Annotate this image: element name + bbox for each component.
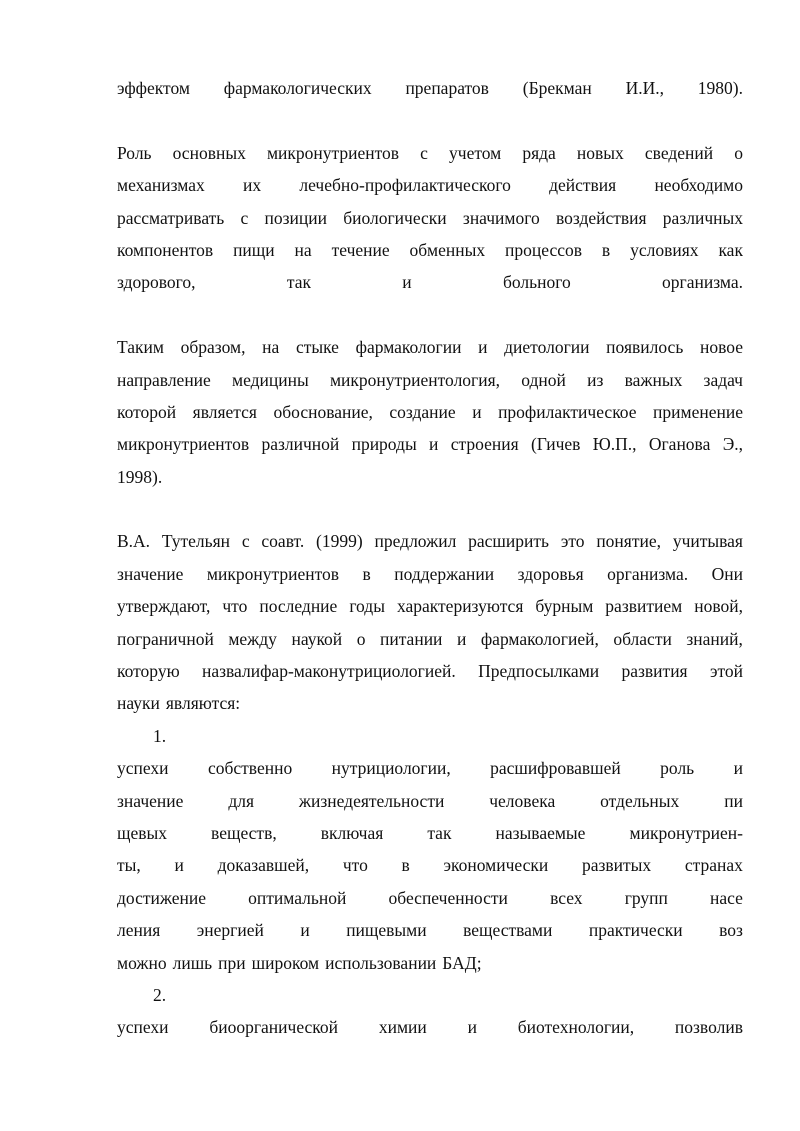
word: развитием (605, 596, 683, 617)
word: профилактическое (498, 401, 637, 422)
word: человека (489, 790, 556, 811)
word: можно (117, 952, 167, 973)
word: природы (351, 434, 417, 455)
word: которой (117, 401, 177, 422)
text-line (117, 687, 743, 719)
text-line (117, 752, 743, 784)
word: важных (624, 369, 683, 390)
word: микронутриентов (206, 563, 340, 584)
word: больного (502, 272, 571, 293)
text-line (117, 169, 743, 201)
word: питании (379, 628, 443, 649)
word: значение (117, 563, 184, 584)
word: наукой (291, 628, 343, 649)
list-number: 1. (153, 725, 167, 746)
word: области (613, 628, 672, 649)
word: годы (349, 596, 385, 617)
word: широком (251, 952, 320, 973)
word: и (174, 855, 184, 876)
word: на (262, 337, 280, 358)
word: строения (450, 434, 519, 455)
word: являются: (165, 693, 241, 714)
word: о (356, 628, 366, 649)
word: которую (117, 661, 180, 682)
word: воз (719, 920, 743, 941)
word: на (294, 239, 312, 260)
word: Роль (117, 142, 152, 163)
paragraph-gap (117, 104, 743, 136)
word: новой, (694, 596, 743, 617)
word: что (342, 855, 368, 876)
word: Ю.П., (592, 434, 637, 455)
word: организма. (662, 272, 743, 293)
word: стыке (295, 337, 339, 358)
word: бурным (535, 596, 594, 617)
word: учетом (449, 142, 502, 163)
word: лечебно-профилактического (299, 175, 511, 196)
word: микронутриентов (266, 142, 400, 163)
word: в (401, 855, 410, 876)
word: всех (550, 887, 583, 908)
word: эффектом (117, 78, 190, 98)
text-line (117, 655, 743, 687)
word: как (718, 239, 743, 260)
word: основных (172, 142, 246, 163)
word: биологически (343, 207, 447, 228)
word: успехи (117, 1017, 169, 1038)
word: из (587, 369, 604, 390)
word: создание (389, 401, 456, 422)
word: расширить (468, 531, 549, 552)
text-line (117, 590, 743, 622)
word: воздействия (555, 207, 647, 228)
word: знаний, (686, 628, 743, 649)
word: БАД; (442, 952, 482, 973)
word: пи (724, 790, 743, 811)
word: Они (711, 563, 743, 584)
word: включая (320, 822, 384, 843)
word: оптимальной (248, 887, 347, 908)
word: новых (576, 142, 624, 163)
word: компонентов (117, 239, 214, 260)
word: значимого (462, 207, 540, 228)
word: фармакологии (355, 337, 462, 358)
paragraph-gap (117, 493, 743, 525)
document-page (117, 72, 743, 1044)
word: этой (709, 661, 743, 682)
text-line (117, 1011, 743, 1043)
word: роль (660, 758, 695, 779)
word: учитывая (672, 531, 743, 552)
word: применение (653, 401, 743, 422)
word: образом, (180, 337, 246, 358)
word: здорового, (117, 272, 196, 293)
word: о (734, 142, 743, 163)
word: энергией (196, 920, 264, 941)
word: течение (331, 239, 390, 260)
word: задач (703, 369, 743, 390)
word: пищевыми (346, 920, 427, 941)
word: жизнедеятельности (298, 790, 445, 811)
text-line (117, 525, 743, 557)
text-line (117, 623, 743, 655)
text-line (117, 266, 743, 298)
word: позволив (674, 1017, 743, 1038)
word: успехи (117, 758, 169, 779)
text-line (117, 428, 743, 460)
word: так (286, 272, 311, 293)
word: веществами (463, 920, 553, 941)
word: что (222, 596, 248, 617)
word: Таким (117, 337, 164, 358)
word: Э., (722, 434, 743, 455)
word: условиях (630, 239, 699, 260)
word: (1999) (316, 531, 363, 552)
word: расшифровавшей (490, 758, 621, 779)
word: групп (624, 887, 668, 908)
word: медицины (232, 369, 309, 390)
word: значение (117, 790, 184, 811)
text-line (117, 234, 743, 266)
text-line (117, 331, 743, 363)
text-line (117, 947, 743, 979)
word: пограничной (117, 628, 214, 649)
word: в (601, 239, 611, 260)
word: Предпосылками (478, 661, 600, 682)
word: процессов (505, 239, 583, 260)
text-line (117, 137, 743, 169)
word: и (456, 628, 467, 649)
word: ления (117, 920, 161, 941)
word: экономически (443, 855, 549, 876)
word: развития (621, 661, 688, 682)
text-line (117, 849, 743, 881)
word: собственно (207, 758, 293, 779)
word: их (243, 175, 262, 196)
word: фармакологией, (480, 628, 599, 649)
word: рассматривать (117, 207, 225, 228)
word: последние (259, 596, 338, 617)
word: В.А. (117, 531, 151, 552)
word: практически (588, 920, 683, 941)
word: является (192, 401, 257, 422)
word: позиции (264, 207, 327, 228)
word: это (560, 531, 585, 552)
word: 1980). (697, 78, 743, 98)
word: Тутельян (161, 531, 230, 552)
word: соавт. (261, 531, 305, 552)
word: так (427, 822, 452, 843)
word: и (472, 401, 482, 422)
word: обоснование, (273, 401, 373, 422)
text-line (117, 202, 743, 234)
word: (Гичев (530, 434, 581, 455)
word: и (733, 758, 743, 779)
text-line (117, 396, 743, 428)
word: пищи (233, 239, 275, 260)
word: И.И., (625, 78, 664, 98)
word: обеспеченности (388, 887, 508, 908)
word: достижение (117, 887, 206, 908)
word: называемые (495, 822, 586, 843)
word: 1998). (117, 466, 163, 487)
word: фармакологических (223, 78, 372, 98)
word: между (228, 628, 277, 649)
word: действия (549, 175, 617, 196)
word: поддержании (394, 563, 495, 584)
word: химии (378, 1017, 427, 1038)
word: отдельных (600, 790, 680, 811)
word: использовании (325, 952, 437, 973)
list-number: 2. (153, 984, 167, 1005)
text-line (117, 914, 743, 946)
word: назвалифар-маконутрициологией. (201, 661, 456, 682)
word: сведений (644, 142, 714, 163)
word: различной (261, 434, 340, 455)
word: с (241, 531, 250, 552)
word: понятие, (596, 531, 661, 552)
word: организма. (607, 563, 689, 584)
word: направление (117, 369, 211, 390)
word: ряда (522, 142, 556, 163)
word: доказавшей, (217, 855, 310, 876)
text-line (117, 558, 743, 590)
word: различных (662, 207, 743, 228)
word: с (240, 207, 249, 228)
text-line (117, 882, 743, 914)
word: микронутриентология, (329, 369, 501, 390)
text-line (117, 364, 743, 396)
word: микронутриентов (117, 434, 250, 455)
text-line (117, 785, 743, 817)
word: нутрициологии, (331, 758, 451, 779)
word: и (402, 272, 412, 293)
word: в (362, 563, 371, 584)
word: одной (521, 369, 566, 390)
word: для (228, 790, 254, 811)
word: механизмах (117, 175, 205, 196)
word: развитых (581, 855, 652, 876)
word: утверждают, (117, 596, 211, 617)
word: биоорганической (209, 1017, 339, 1038)
text-line (117, 817, 743, 849)
word: и (429, 434, 439, 455)
word: веществ, (211, 822, 277, 843)
word: диетологии (504, 337, 590, 358)
word: насе (710, 887, 743, 908)
word: биотехнологии, (517, 1017, 635, 1038)
word: щевых (117, 822, 168, 843)
word: необходимо (654, 175, 743, 196)
text-line (117, 461, 743, 493)
word: ты, (117, 855, 141, 876)
word: с (420, 142, 428, 163)
word: Оганова (648, 434, 711, 455)
word: (Брекман (522, 78, 592, 98)
word: новое (699, 337, 743, 358)
word: лишь (172, 952, 213, 973)
word: при (218, 952, 246, 973)
text-line (117, 72, 743, 104)
paragraph-gap (117, 299, 743, 331)
word: препаратов (405, 78, 489, 98)
word: предложил (374, 531, 457, 552)
word: здоровья (517, 563, 584, 584)
word: и (478, 337, 488, 358)
word: появилось (606, 337, 684, 358)
word: обменных (409, 239, 486, 260)
word: и (300, 920, 310, 941)
word: микронутриен- (629, 822, 743, 843)
word: науки (117, 693, 160, 714)
word: и (467, 1017, 477, 1038)
word: странах (684, 855, 743, 876)
word: характеризуются (396, 596, 524, 617)
